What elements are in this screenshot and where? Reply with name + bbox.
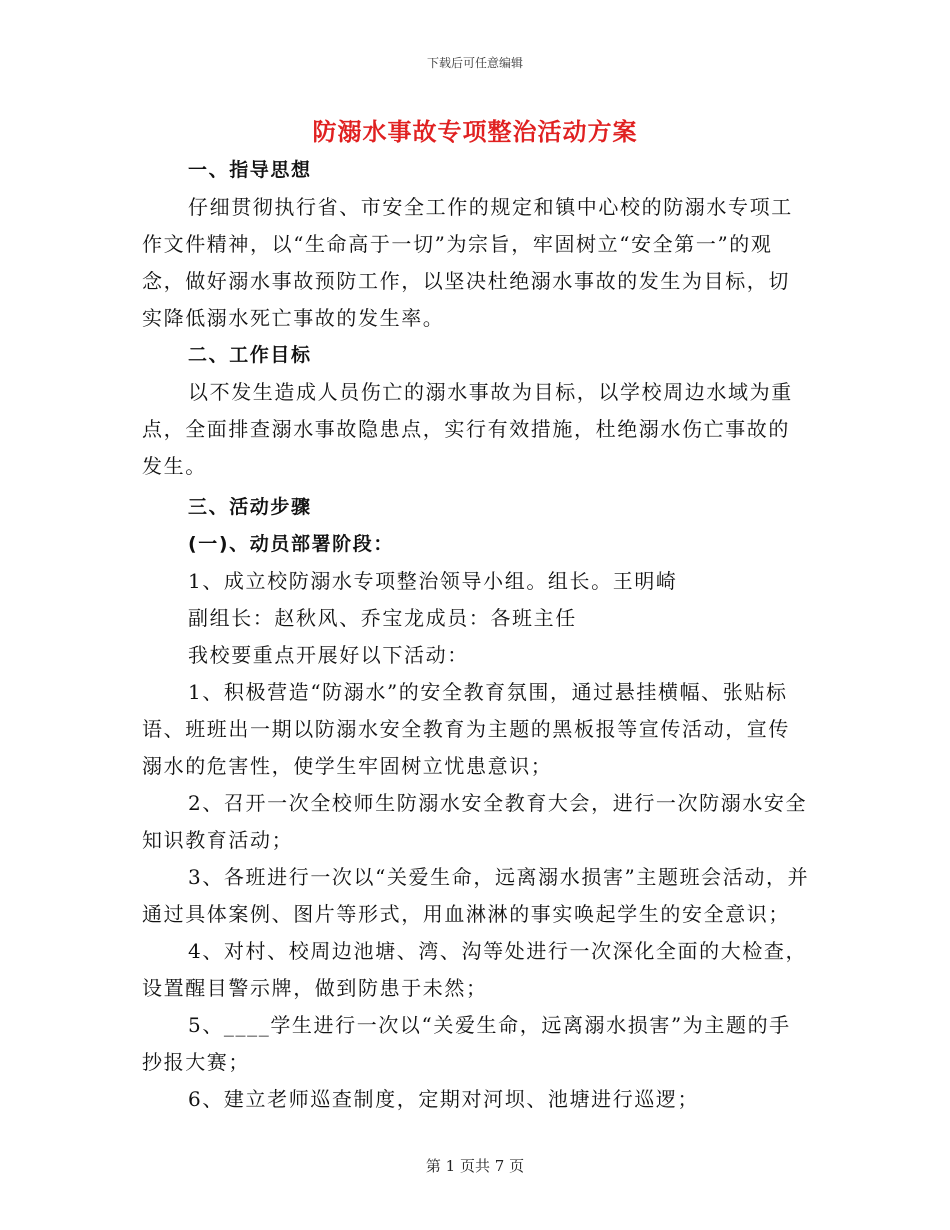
item-deputy: 副组长：赵秋风、乔宝龙成员：各班主任 — [188, 606, 577, 630]
list-item-5: 5、____学生进行一次以“关爱生命，远离溺水损害”为主题的手抄报大赛； — [142, 1013, 791, 1074]
document-title: 防溺水事故专项整治活动方案 — [312, 118, 638, 146]
header-note: 下载后可任意编辑 — [426, 56, 523, 70]
section-2-paragraph: 以不发生造成人员伤亡的溺水事故为目标，以学校周边水域为重点，全面排查溺水事故隐患点，实行有效措施，杜绝溺水伤亡事故的发生。 — [142, 380, 793, 478]
list-item-3: 3、各班进行一次以“关爱生命，远离溺水损害”主题班会活动，并通过具体案例、图片等形式，用血淋淋的事实唤起学生的安全意识； — [142, 865, 810, 926]
item-leader: 1、成立校防溺水专项整治领导小组。组长。王明崎 — [188, 569, 678, 593]
document-body — [142, 152, 810, 1118]
section-1-paragraph: 仔细贯彻执行省、市安全工作的规定和镇中心校的防溺水专项工作文件精神，以“生命高于一切”为宗旨，牢固树立“安全第一”的观念，做好溺水事故预防工作，以坚决杜绝溺水事故的发生为目标，切实降低溺水死亡事故的发生率。 — [142, 195, 793, 330]
section-3-subheading-1: (一)、动员部署阶段： — [188, 533, 394, 555]
item-intro: 我校要重点开展好以下活动： — [188, 643, 469, 667]
list-item-4: 4、对村、校周边池塘、湾、沟等处进行一次深化全面的大检查，设置醒目警示牌，做到防患于未然； — [142, 939, 808, 1000]
section-1-heading: 一、指导思想 — [188, 159, 312, 181]
list-item-2: 2、召开一次全校师生防溺水安全教育大会，进行一次防溺水安全知识教育活动； — [142, 791, 808, 852]
section-3-heading: 三、活动步骤 — [188, 496, 312, 518]
list-item-1: 1、积极营造“防溺水”的安全教育氛围，通过悬挂横幅、张贴标语、班班出一期以防溺水安全教育为主题的黑板报等宣传活动，宣传溺水的危害性，使学生牢固树立忧患意识； — [142, 680, 790, 778]
page-footer: 第 1 页共 7 页 — [425, 1157, 525, 1175]
section-2-heading: 二、工作目标 — [188, 344, 312, 366]
list-item-6: 6、建立老师巡查制度，定期对河坝、池塘进行巡逻； — [188, 1087, 700, 1111]
